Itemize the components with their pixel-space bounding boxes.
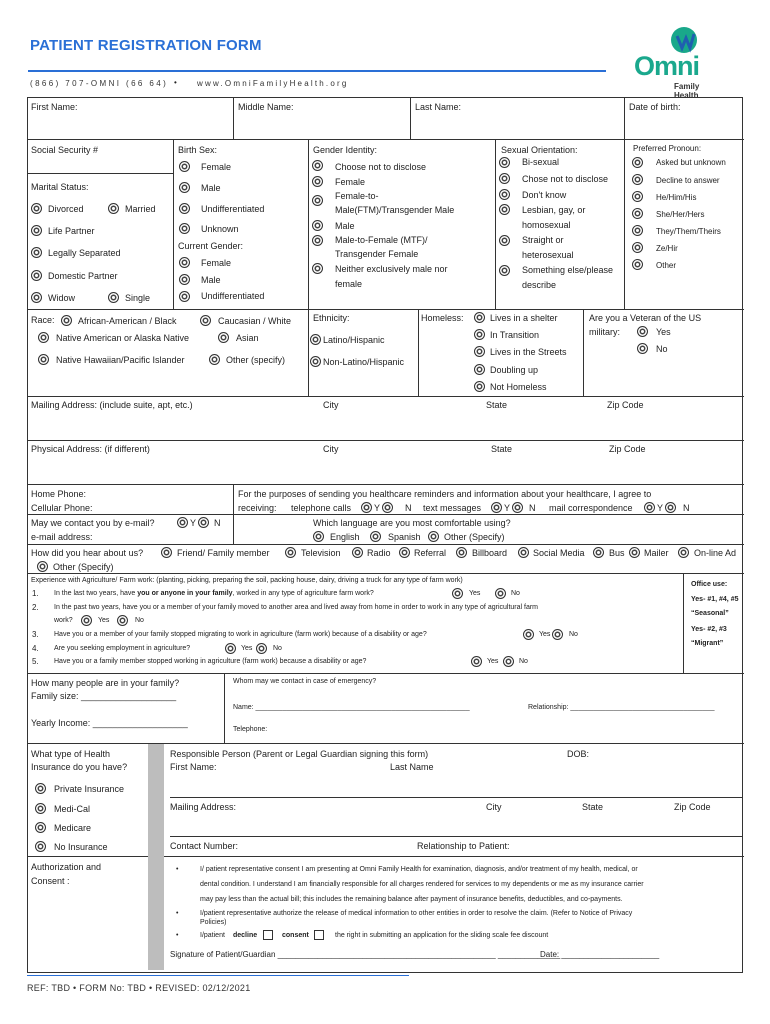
- single-radio[interactable]: [108, 292, 119, 303]
- agri-q4-yes: Yes: [241, 645, 253, 652]
- signature-date: Date: ______________________: [540, 950, 660, 959]
- so-dont-know-radio[interactable]: [499, 189, 510, 200]
- responsible-address-line: [170, 836, 742, 837]
- gi-neither-label-2: female: [335, 279, 363, 289]
- other-language-label: Other (Specify): [444, 532, 505, 542]
- pronoun-she-label: She/Her/Hers: [656, 210, 705, 219]
- agri-intro: Experience with Agriculture/ Farm work: (planting, picking, preparing the soil, packing house, dairy, driving a truck for any type of farm work): [31, 577, 463, 584]
- widow-radio[interactable]: [31, 292, 42, 303]
- auth-consent-label: consent: [282, 932, 309, 939]
- emergency-relationship-label: Relationship: _____________________________________: [528, 704, 715, 711]
- responsible-contact-label: Contact Number:: [170, 841, 239, 851]
- race-white-radio[interactable]: [200, 315, 211, 326]
- pronoun-he-radio[interactable]: [632, 191, 643, 202]
- gi-mtf-label-2: Transgender Female: [335, 249, 419, 259]
- so-straight-label-2: heterosexual: [522, 250, 574, 260]
- so-lgh-radio[interactable]: [499, 204, 510, 215]
- legally-separated-radio[interactable]: [31, 247, 42, 258]
- pronoun-they-radio[interactable]: [632, 225, 643, 236]
- decline-checkbox[interactable]: [263, 930, 273, 940]
- race-asian-radio[interactable]: [218, 332, 229, 343]
- so-straight-label-1: Straight or: [522, 235, 564, 245]
- agri-q1-no-radio[interactable]: [495, 588, 506, 599]
- agri-q4: Are you seeking employment in agriculture?: [54, 645, 191, 652]
- current-female-radio[interactable]: [179, 257, 190, 268]
- gi-female-label: Female: [335, 177, 366, 187]
- gi-male-radio[interactable]: [312, 220, 323, 231]
- birth-sex-undiff-label: Undifferentiated: [201, 204, 265, 214]
- hear-tv-radio[interactable]: [285, 547, 296, 558]
- not-homeless-radio[interactable]: [474, 381, 485, 392]
- responsible-label: Responsible Person (Parent or Legal Guardian signing this form): [170, 749, 429, 759]
- pronoun-unknown-label: Asked but unknown: [656, 158, 726, 167]
- agri-q5-no: No: [519, 658, 528, 665]
- mail-y-label: Y: [657, 503, 664, 513]
- phone-number: (866) 707-OMNI (66 64): [30, 79, 169, 88]
- eth-latino-label: Latino/Hispanic: [323, 335, 385, 345]
- email-y-label: Y: [190, 518, 197, 528]
- race-native-american-radio[interactable]: [38, 332, 49, 343]
- current-undiff-radio[interactable]: [179, 291, 190, 302]
- gi-neither-radio[interactable]: [312, 263, 323, 274]
- so-else-label-1: Something else/please: [522, 265, 614, 275]
- married-label: Married: [125, 204, 156, 214]
- middle-name-label: Middle Name:: [238, 102, 294, 112]
- calls-no-radio[interactable]: [382, 502, 393, 513]
- hear-billboard-radio[interactable]: [456, 547, 467, 558]
- so-not-disclose-label: Chose not to disclose: [522, 174, 609, 184]
- veteran-label-1: Are you a Veteran of the US: [589, 313, 702, 323]
- texts-label: text messages: [423, 503, 482, 513]
- single-label: Single: [125, 293, 151, 303]
- agri-q1-yes-radio[interactable]: [452, 588, 463, 599]
- email-address-label: e-mail address:: [31, 532, 93, 542]
- agri-q5-no-radio[interactable]: [503, 656, 514, 667]
- race-label: Race:: [31, 315, 55, 325]
- so-dont-know-label: Don't know: [522, 190, 567, 200]
- race-hawaiian-label: Native Hawaiian/Pacific Islander: [56, 355, 185, 365]
- gi-ftm-label-2: Male(FTM)/Transgender Male: [335, 205, 455, 215]
- ethnicity-label: Ethnicity:: [313, 313, 350, 323]
- footer-text: REF: TBD • FORM No: TBD • REVISED: 02/12/2021: [27, 983, 251, 993]
- divorced-radio[interactable]: [31, 203, 42, 214]
- pronoun-ze-radio[interactable]: [632, 242, 643, 253]
- homeless-transition-label: In Transition: [490, 330, 540, 340]
- homeless-transition-radio[interactable]: [474, 329, 485, 340]
- first-name-label: First Name:: [31, 102, 78, 112]
- pronoun-they-label: They/Them/Theirs: [656, 227, 721, 236]
- physical-city-label: City: [323, 444, 339, 454]
- family-size-label: Family size: ___________________: [31, 691, 177, 701]
- birth-sex-unknown-label: Unknown: [201, 224, 239, 234]
- office-migrant-criteria: Yes- #2, #3: [691, 626, 727, 633]
- agri-q2-no: No: [135, 617, 144, 624]
- eth-non-latino-radio[interactable]: [310, 356, 321, 367]
- race-white-label: Caucasian / White: [218, 316, 292, 326]
- ssn-label: Social Security #: [31, 145, 99, 155]
- private-insurance-radio[interactable]: [35, 783, 46, 794]
- responsible-name-line: [170, 797, 742, 798]
- office-use-label: Office use:: [691, 581, 728, 588]
- no-insurance-radio[interactable]: [35, 841, 46, 852]
- registration-form: [27, 97, 743, 973]
- logo-subtext: Family Health: [674, 82, 700, 100]
- calls-n-label: N: [405, 503, 412, 513]
- medi-cal-label: Medi-Cal: [54, 804, 91, 814]
- insurance-block: [28, 744, 744, 857]
- language-question: Which language are you most comfortable using?: [313, 518, 511, 528]
- homeless-doubling-label: Doubling up: [490, 365, 539, 375]
- agri-q4-yes-radio[interactable]: [225, 643, 236, 654]
- auth-b3-prefix: I/patient: [200, 932, 225, 939]
- texts-no-radio[interactable]: [512, 502, 523, 513]
- spanish-label: Spanish: [388, 532, 421, 542]
- physical-zip-label: Zip Code: [609, 444, 646, 454]
- mailing-label: Mailing Address: (include suite, apt, etc.): [31, 400, 193, 410]
- homeless-shelter-radio[interactable]: [474, 312, 485, 323]
- hear-social-radio[interactable]: [518, 547, 529, 558]
- responsible-dob-label: DOB:: [567, 749, 590, 759]
- texts-y-label: Y: [504, 503, 511, 513]
- emergency-label: Whom may we contact in case of emergency?: [233, 678, 377, 685]
- medicare-radio[interactable]: [35, 822, 46, 833]
- signature-line: Signature of Patient/Guardian _________________________________________________ ______________: [170, 950, 561, 959]
- hear-bus-label: Bus: [609, 548, 625, 558]
- veteran-no-label: No: [656, 344, 668, 354]
- office-seasonal-criteria: Yes- #1, #4, #5: [691, 596, 739, 603]
- agri-num-2: 2.: [32, 603, 39, 612]
- hear-bus-radio[interactable]: [593, 547, 604, 558]
- office-migrant: “Migrant”: [691, 640, 724, 647]
- pronoun-other-radio[interactable]: [632, 259, 643, 270]
- website: www.OmniFamilyHealth.org: [197, 79, 349, 88]
- agri-q2-no-radio[interactable]: [117, 615, 128, 626]
- reminder-text-1: For the purposes of sending you healthcare reminders and information about your healthcare, I agree to: [238, 489, 652, 499]
- current-undiff-label: Undifferentiated: [201, 291, 265, 301]
- physical-label: Physical Address: (if different): [31, 444, 150, 454]
- email-yes-radio[interactable]: [177, 517, 188, 528]
- auth-bullet-2: •: [176, 910, 179, 917]
- mail-no-radio[interactable]: [665, 502, 676, 513]
- pronoun-decline-label: Decline to answer: [656, 176, 720, 185]
- so-not-disclose-radio[interactable]: [499, 173, 510, 184]
- domestic-partner-radio[interactable]: [31, 270, 42, 281]
- homeless-streets-label: Lives in the Streets: [490, 347, 567, 357]
- hear-friend-label: Friend/ Family member: [177, 548, 270, 558]
- so-else-label-2: describe: [522, 280, 557, 290]
- current-gender-label: Current Gender:: [178, 241, 244, 251]
- auth-label-1: Authorization and: [31, 862, 102, 872]
- veteran-label-2: military:: [589, 327, 620, 337]
- hear-mailer-radio[interactable]: [629, 547, 640, 558]
- agri-num-1: 1.: [32, 589, 39, 598]
- homeless-label: Homeless:: [421, 313, 464, 323]
- hear-tv-label: Television: [301, 548, 341, 558]
- responsible-zip-label: Zip Code: [674, 802, 711, 812]
- english-label: English: [330, 532, 360, 542]
- agri-q3-yes-radio[interactable]: [523, 629, 534, 640]
- agri-q2-a: In the past two years, have you or a member of your family moved to another area and lived away from home in order to work in any type of agricultural farm: [54, 604, 539, 611]
- private-insurance-label: Private Insurance: [54, 784, 125, 794]
- birth-sex-unknown-radio[interactable]: [179, 223, 190, 234]
- auth-b2-line2: Policies): [200, 919, 227, 926]
- english-radio[interactable]: [313, 531, 324, 542]
- auth-bullet-1: •: [176, 866, 179, 873]
- race-other-radio[interactable]: [209, 354, 220, 365]
- responsible-last-label: Last Name: [390, 762, 434, 772]
- auth-decline-label: decline: [233, 932, 258, 939]
- pronoun-unknown-radio[interactable]: [632, 157, 643, 168]
- so-lgh-label-2: homosexual: [522, 220, 571, 230]
- agri-num-5: 5.: [32, 657, 39, 666]
- race-black-radio[interactable]: [61, 315, 72, 326]
- homeless-shelter-label: Lives in a shelter: [490, 313, 558, 323]
- auth-b2-line1: I/patient representative authorize the release of medical information to other entities in order to resolve the claim. (Refer to Notice of Privacy: [200, 910, 633, 917]
- pronoun-other-label: Other: [656, 261, 677, 270]
- agri-q5: Have you or a family member stopped working in agriculture (farm work) because a disability or age?: [54, 658, 367, 665]
- mail-n-label: N: [683, 503, 690, 513]
- hear-referral-label: Referral: [414, 548, 447, 558]
- responsible-first-label: First Name:: [170, 762, 217, 772]
- emergency-name-label: Name: _______________________________________________________: [233, 704, 470, 711]
- agri-q2-yes: Yes: [98, 617, 110, 624]
- birth-sex-female-radio[interactable]: [179, 161, 190, 172]
- hear-other-label: Other (Specify): [53, 562, 114, 572]
- calls-label: telephone calls: [291, 503, 352, 513]
- race-hawaiian-radio[interactable]: [38, 354, 49, 365]
- veteran-yes-radio[interactable]: [637, 326, 648, 337]
- auth-b1-line2: dental condition. I understand I am financially responsible for all charges rendered for services to my dependents or me as my insurance carrier: [200, 881, 644, 888]
- pronoun-ze-label: Ze/Hir: [656, 244, 678, 253]
- agri-num-4: 4.: [32, 644, 39, 653]
- marital-label: Marital Status:: [31, 182, 89, 192]
- agri-q4-no: No: [273, 645, 282, 652]
- email-n-label: N: [214, 518, 221, 528]
- mailing-city-label: City: [323, 400, 339, 410]
- current-male-radio[interactable]: [179, 274, 190, 285]
- agri-q1: [54, 590, 374, 597]
- agri-q5-yes-radio[interactable]: [471, 656, 482, 667]
- veteran-yes-label: Yes: [656, 327, 671, 337]
- race-asian-label: Asian: [236, 333, 259, 343]
- race-other-label: Other (specify): [226, 355, 286, 365]
- responsible-mailing-label: Mailing Address:: [170, 802, 237, 812]
- birth-sex-undiff-radio[interactable]: [179, 203, 190, 214]
- other-language-radio[interactable]: [428, 531, 439, 542]
- office-seasonal: “Seasonal”: [691, 610, 729, 617]
- agri-q3-yes: Yes: [539, 631, 551, 638]
- omni-logo: [634, 22, 724, 100]
- so-straight-radio[interactable]: [499, 235, 510, 246]
- medicare-label: Medicare: [54, 823, 92, 833]
- agri-q1-no: No: [511, 590, 520, 597]
- agri-q1-a: In the last two years, have: [54, 590, 138, 597]
- insurance-label-2: Insurance do you have?: [31, 762, 128, 772]
- footer-divider: [27, 975, 409, 976]
- gi-ftm-label-1: Female-to-: [335, 191, 379, 201]
- reminder-receiving: receiving:: [238, 503, 277, 513]
- so-bisexual-radio[interactable]: [499, 157, 510, 168]
- hear-referral-radio[interactable]: [399, 547, 410, 558]
- mailing-state-label: State: [486, 400, 508, 410]
- married-radio[interactable]: [108, 203, 119, 214]
- texts-yes-radio[interactable]: [491, 502, 502, 513]
- birth-sex-male-label: Male: [201, 183, 221, 193]
- hear-radio-radio[interactable]: [352, 547, 363, 558]
- race-black-label: African-American / Black: [78, 316, 177, 326]
- responsible-city-label: City: [486, 802, 502, 812]
- calls-y-label: Y: [374, 503, 381, 513]
- homeless-streets-radio[interactable]: [474, 346, 485, 357]
- orientation-label: Sexual Orientation:: [501, 145, 578, 155]
- agri-q3: Have you or a member of your family stopped migrating to work in agriculture (farm work) because of a disability or age?: [54, 631, 427, 638]
- so-else-radio[interactable]: [499, 265, 510, 276]
- auth-b3-suffix: the right in submitting an application for the sliding scale fee discount: [335, 932, 549, 939]
- veteran-no-radio[interactable]: [637, 343, 648, 354]
- medi-cal-radio[interactable]: [35, 803, 46, 814]
- so-bisexual-label: Bi-sexual: [522, 157, 560, 167]
- responsible-state-label: State: [582, 802, 604, 812]
- page-title: PATIENT REGISTRATION FORM: [30, 37, 262, 54]
- bullet: •: [174, 78, 177, 87]
- agri-q4-no-radio[interactable]: [256, 643, 267, 654]
- pronoun-she-radio[interactable]: [632, 208, 643, 219]
- agri-q1-b: you or anyone in your family: [137, 590, 233, 597]
- hear-other-radio[interactable]: [37, 561, 48, 572]
- calls-yes-radio[interactable]: [361, 502, 372, 513]
- gi-neither-label-1: Neither exclusively male nor: [335, 264, 448, 274]
- agri-num-3: 3.: [32, 630, 39, 639]
- family-count-label: How many people are in your family?: [31, 678, 180, 688]
- life-partner-label: Life Partner: [48, 226, 95, 236]
- gi-not-disclose-label: Choose not to disclose: [335, 162, 427, 172]
- homeless-doubling-radio[interactable]: [474, 364, 485, 375]
- hear-friend-radio[interactable]: [161, 547, 172, 558]
- consent-checkbox[interactable]: [314, 930, 324, 940]
- yearly-income-label: Yearly Income: ___________________: [31, 718, 188, 728]
- not-homeless-label: Not Homeless: [490, 382, 547, 392]
- legally-separated-label: Legally Separated: [48, 248, 121, 258]
- pronoun-he-label: He/Him/His: [656, 193, 697, 202]
- widow-label: Widow: [48, 293, 76, 303]
- birth-sex-label: Birth Sex:: [178, 145, 218, 155]
- birth-sex-female-label: Female: [201, 162, 232, 172]
- texts-n-label: N: [529, 503, 536, 513]
- email-no-radio[interactable]: [198, 517, 209, 528]
- agri-q5-yes: Yes: [487, 658, 499, 665]
- divorced-label: Divorced: [48, 204, 84, 214]
- agri-q1-yes: Yes: [469, 590, 481, 597]
- mailing-zip-label: Zip Code: [607, 400, 644, 410]
- hear-radio-label: Radio: [367, 548, 391, 558]
- gender-identity-label: Gender Identity:: [313, 145, 378, 155]
- physical-state-label: State: [491, 444, 513, 454]
- agri-q3-no-radio[interactable]: [552, 629, 563, 640]
- eth-non-latino-label: Non-Latino/Hispanic: [323, 357, 405, 367]
- auth-bullet-3: •: [176, 932, 179, 939]
- agri-q1-c: , worked in any type of agriculture farm work?: [232, 590, 374, 597]
- emergency-telephone-label: Telephone:: [233, 726, 268, 733]
- pronoun-decline-radio[interactable]: [632, 174, 643, 185]
- auth-label-2: Consent :: [31, 876, 70, 886]
- hear-social-label: Social Media: [533, 548, 585, 558]
- last-name-label: Last Name:: [415, 102, 462, 112]
- life-partner-radio[interactable]: [31, 225, 42, 236]
- auth-b1-line1: I/ patient representative consent I am presenting at Omni Family Health for examination, diagnosis, and/or treatment of my health, medical, or: [200, 866, 638, 873]
- domestic-partner-label: Domestic Partner: [48, 271, 118, 281]
- gi-male-label: Male: [335, 221, 355, 231]
- agri-q2-b: work?: [54, 617, 73, 624]
- agri-q3-no: No: [569, 631, 578, 638]
- mail-label: mail correspondence: [549, 503, 633, 513]
- gi-female-radio[interactable]: [312, 176, 323, 187]
- email-question: May we contact you by e-mail?: [31, 518, 155, 528]
- gi-mtf-radio[interactable]: [312, 235, 323, 246]
- eth-latino-radio[interactable]: [310, 334, 321, 345]
- birth-sex-male-radio[interactable]: [179, 182, 190, 193]
- cell-phone-label: Cellular Phone:: [31, 503, 93, 513]
- gi-not-disclose-radio[interactable]: [312, 160, 323, 171]
- auth-b1-line3: may pay less than the actual bill; this includes the remaining balance after payment of insurance benefits, deductibles, and co-payments.: [200, 896, 623, 903]
- responsible-relationship-label: Relationship to Patient:: [417, 841, 510, 851]
- header-divider: [28, 70, 606, 72]
- home-phone-label: Home Phone:: [31, 489, 87, 499]
- current-female-label: Female: [201, 258, 232, 268]
- hear-label: How did you hear about us?: [31, 548, 144, 558]
- current-male-label: Male: [201, 275, 221, 285]
- gi-mtf-label-1: Male-to-Female (MTF)/: [335, 235, 428, 245]
- logo-text: Omni: [634, 51, 700, 81]
- hear-online-label: On-line Ad: [694, 548, 737, 558]
- pronoun-label: Preferred Pronoun:: [633, 144, 702, 153]
- spanish-radio[interactable]: [370, 531, 381, 542]
- race-native-american-label: Native American or Alaska Native: [56, 333, 190, 343]
- hear-billboard-label: Billboard: [472, 548, 508, 558]
- so-lgh-label-1: Lesbian, gay, or: [522, 205, 586, 215]
- agri-q2-yes-radio[interactable]: [81, 615, 92, 626]
- no-insurance-label: No Insurance: [54, 842, 108, 852]
- dob-label: Date of birth:: [629, 102, 681, 112]
- hear-online-radio[interactable]: [678, 547, 689, 558]
- mail-yes-radio[interactable]: [644, 502, 655, 513]
- hear-mailer-label: Mailer: [644, 548, 669, 558]
- insurance-label-1: What type of Health: [31, 749, 111, 759]
- gi-ftm-radio[interactable]: [312, 195, 323, 206]
